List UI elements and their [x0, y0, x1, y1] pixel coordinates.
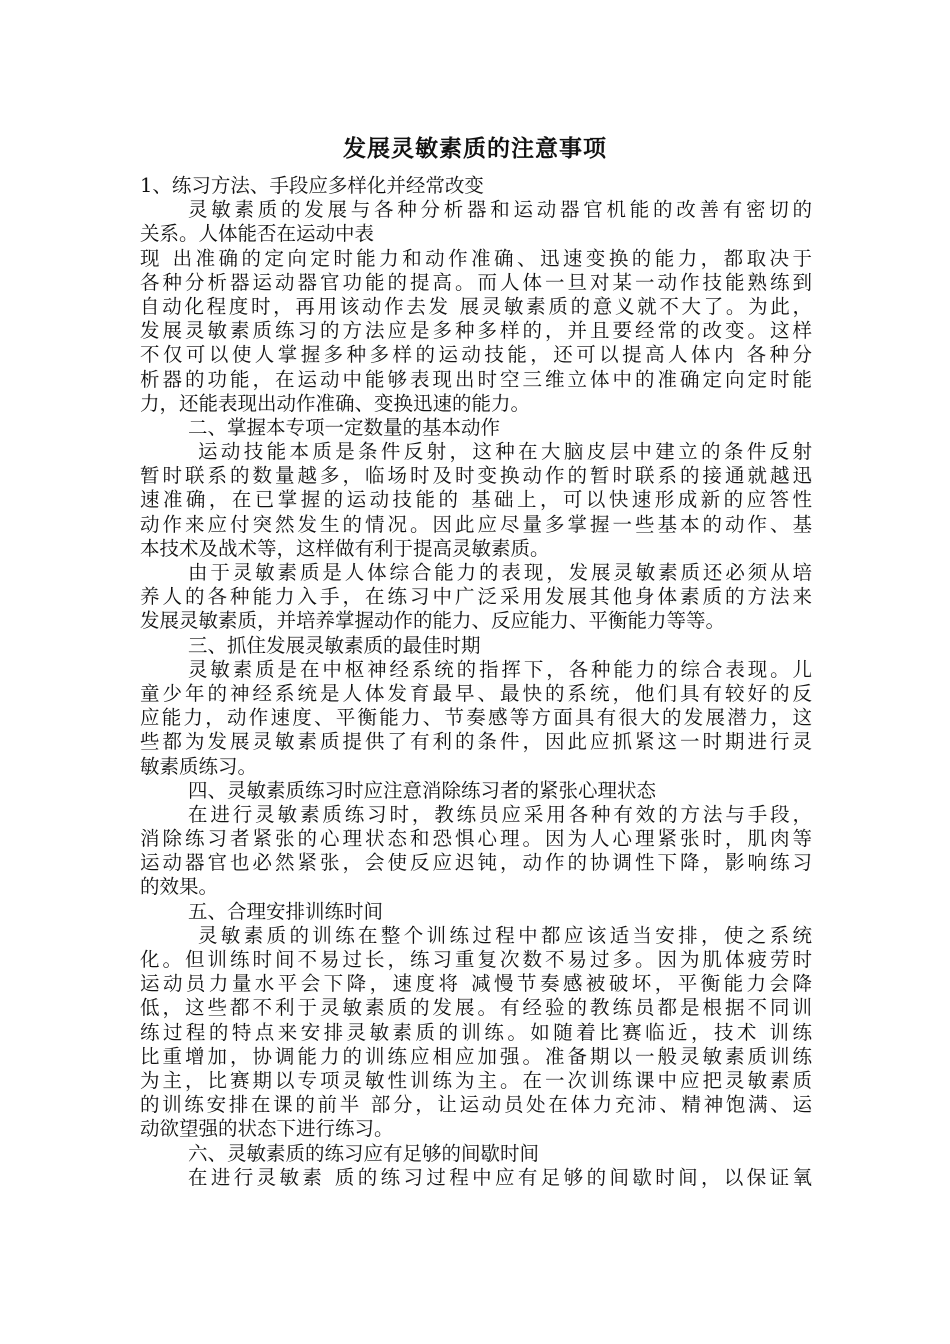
paragraph-line: 由于灵敏素质是人体综合能力的表现，发展灵敏素质还必须从培	[188, 561, 812, 584]
paragraph-line: 在进行灵敏素质练习时，教练员应采用各种有效的方法与手段，	[188, 802, 812, 826]
paragraph-line: 在进行灵敏素 质的练习过程中应有足够的间歇时间，以保证氧	[188, 1165, 812, 1189]
paragraph-line: 动欲望强的状态下进行练习。	[140, 1117, 394, 1141]
paragraph-line: 敏素质练习。	[140, 754, 258, 778]
paragraph-line: 运动器官也必然紧张，会使反应迟钝，动作的协调性下降，影响练习	[140, 851, 812, 875]
paragraph-line: 关系。人体能否在运动中表	[140, 222, 375, 246]
section-heading-1: 1、练习方法、手段应多样化并经常改变	[140, 174, 484, 197]
paragraph-line: 各种分析器运动器官功能的提高。而人体一旦对某一动作技能熟练到	[140, 270, 812, 294]
paragraph-line: 养人的各种能力入手，在练习中广泛采用发展其他身体素质的方法来	[140, 585, 812, 609]
paragraph-line: 些都为发展灵敏素质提供了有利的条件，因此应抓紧这一时期进行灵	[140, 730, 812, 754]
paragraph-line: 童少年的神经系统是人体发育最早、最快的系统，他们具有较好的反	[140, 681, 812, 705]
document-body	[140, 174, 812, 1190]
paragraph-line: 暂时联系的数量越多，临场时及时变换动作的暂时联系的接通就越迅	[140, 464, 812, 488]
paragraph-line: 练过程的特点来安排灵敏素质的训练。如随着比赛临近，技术 训练	[140, 1020, 812, 1044]
paragraph-line: 运动技能本质是条件反射，这种在大脑皮层中建立的条件反射	[198, 440, 812, 464]
paragraph-line: 自动化程度时，再用该动作去发 展灵敏素质的意义就不大了。为此，	[140, 294, 812, 318]
paragraph-line: 不仅可以使人掌握多种多样的运动技能，还可以提高人体内 各种分	[140, 343, 812, 367]
paragraph-line: 力，还能表现出动作准确、变换迅速的能力。	[140, 391, 531, 415]
paragraph-line: 析器的功能，在运动中能够表现出时空三维立体中的准确定向定时能	[140, 367, 812, 391]
paragraph-line: 消除练习者紧张的心理状态和恐惧心理。因为人心理紧张时，肌肉等	[140, 827, 812, 851]
paragraph-line: 化。但训练时间不易过长，练习重复次数不易过多。因为肌体疲劳时	[140, 948, 812, 971]
section-heading-2: 二、掌握本专项一定数量的基本动作	[188, 415, 501, 439]
paragraph-line: 灵敏素质的发展与各种分析器和运动器官机能的改善有密切的	[188, 198, 812, 222]
section-heading-4: 四、灵敏素质练习时应注意消除练习者的紧张心理状态	[188, 778, 657, 802]
section-heading-6: 六、灵敏素质的练习应有足够的间歇时间	[188, 1141, 540, 1165]
paragraph-line: 发展灵敏素质，并培养掌握动作的能力、反应能力、平衡能力等等。	[140, 609, 726, 633]
paragraph-line: 低，这些都不利于灵敏素质的发展。有经验的教练员都是根据不同训	[140, 996, 812, 1020]
paragraph-line: 为主，比赛期以专项灵敏性训练为主。在一次训练课中应把灵敏素质	[140, 1068, 812, 1092]
section-heading-5: 五、合理安排训练时间	[188, 899, 384, 923]
paragraph-line: 的效果。	[140, 875, 219, 899]
section-heading-3: 三、抓住发展灵敏素质的最佳时期	[188, 633, 481, 657]
document-title: 发展灵敏素质的注意事项	[343, 135, 607, 162]
paragraph-line: 发展灵敏素质练习的方法应是多种多样的，并且要经常的改变。这样	[140, 319, 812, 343]
paragraph-line: 灵敏素质是在中枢神经系统的指挥下，各种能力的综合表现。儿	[188, 657, 812, 681]
paragraph-line: 的训练安排在课的前半 部分，让运动员处在体力充沛、精神饱满、运	[140, 1093, 812, 1117]
paragraph-line: 比重增加，协调能力的训练应相应加强。准备期以一般灵敏素质训练	[140, 1044, 812, 1068]
paragraph-line: 应能力，动作速度、平衡能力、节奏感等方面具有很大的发展潜力，这	[140, 706, 812, 730]
paragraph-line: 动作来应付突然发生的情况。因此应尽量多掌握一些基本的动作、基	[140, 512, 812, 536]
paragraph-line: 灵敏素质的训练在整个训练过程中都应该适当安排，使之系统	[198, 923, 812, 947]
paragraph-line: 现 出准确的定向定时能力和动作准确、迅速变换的能力，都取决于	[140, 246, 812, 270]
paragraph-line: 速准确，在已掌握的运动技能的 基础上，可以快速形成新的应答性	[140, 488, 812, 512]
paragraph-line: 本技术及战术等，这样做有利于提高灵敏素质。	[140, 536, 550, 560]
paragraph-line: 运动员力量水平会下降，速度将 减慢节奏感被破坏，平衡能力会降	[140, 972, 812, 996]
